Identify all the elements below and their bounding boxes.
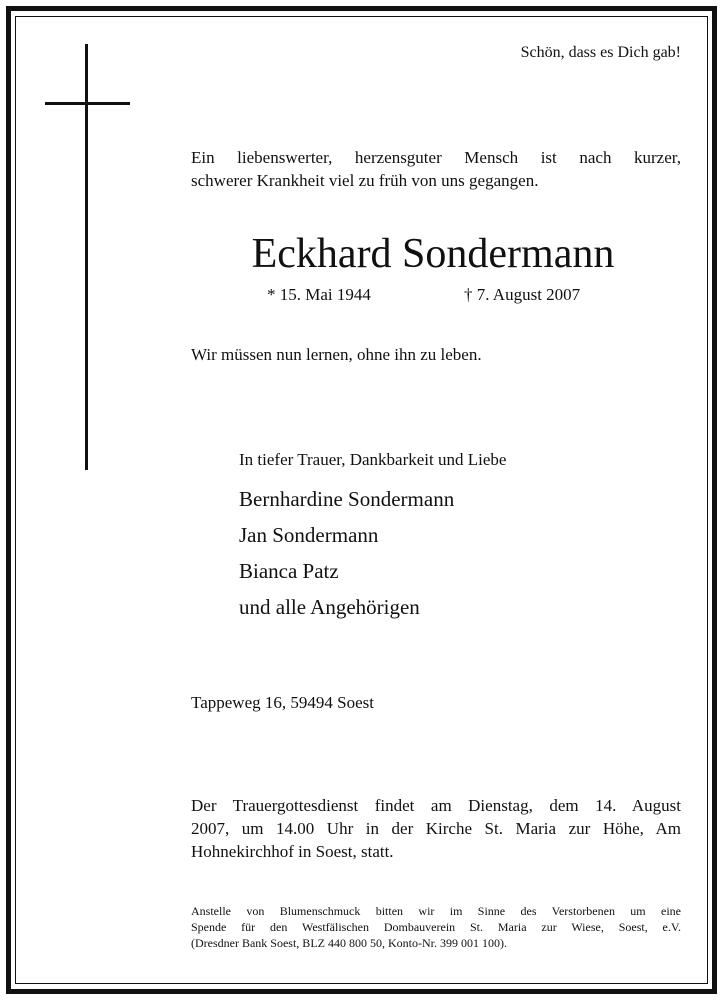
motto: Schön, dass es Dich gab! [520, 44, 681, 61]
birth-date: * 15. Mai 1944 [267, 285, 371, 304]
donation-line: Spende für den Westfälischen Dombauverein St. Maria zur Wiese, Soest, e.V. [191, 920, 681, 934]
service-line: Hohnekirchhof in Soest, statt. [191, 842, 394, 861]
mourning-intro: In tiefer Trauer, Dankbarkeit und Liebe [239, 450, 507, 469]
cross-icon-crossbar [45, 102, 130, 105]
donation-notice [191, 903, 681, 951]
farewell-line: Wir müssen nun lernen, ohne ihn zu leben. [191, 345, 482, 364]
donation-line: (Dresdner Bank Soest, BLZ 440 800 50, Konto-Nr. 399 001 100). [191, 936, 507, 950]
death-date: † 7. August 2007 [464, 285, 581, 304]
donation-line: Anstelle von Blumenschmuck bitten wir im Sinne des Verstorbenen um eine [191, 904, 681, 918]
cross-icon [85, 44, 88, 470]
mourner-name: und alle Angehörigen [239, 595, 420, 619]
mourners-list [239, 481, 454, 625]
service-notice [191, 794, 681, 863]
mourner-name: Bernhardine Sondermann [239, 487, 455, 511]
service-line: Der Trauergottesdienst findet am Dienstag, dem 14. August [191, 796, 681, 815]
service-line: 2007, um 14.00 Uhr in der Kirche St. Maria zur Höhe, Am [191, 819, 681, 838]
mourner-name: Bianca Patz [239, 559, 339, 583]
intro-text [191, 146, 681, 192]
intro-line: Ein liebenswerter, herzensguter Mensch ist nach kurzer, [191, 148, 681, 167]
intro-line: schwerer Krankheit viel zu früh von uns gegangen. [191, 171, 539, 190]
address: Tappeweg 16, 59494 Soest [191, 693, 374, 712]
deceased-name: Eckhard Sondermann [251, 231, 615, 277]
mourner-name: Jan Sondermann [239, 523, 379, 547]
